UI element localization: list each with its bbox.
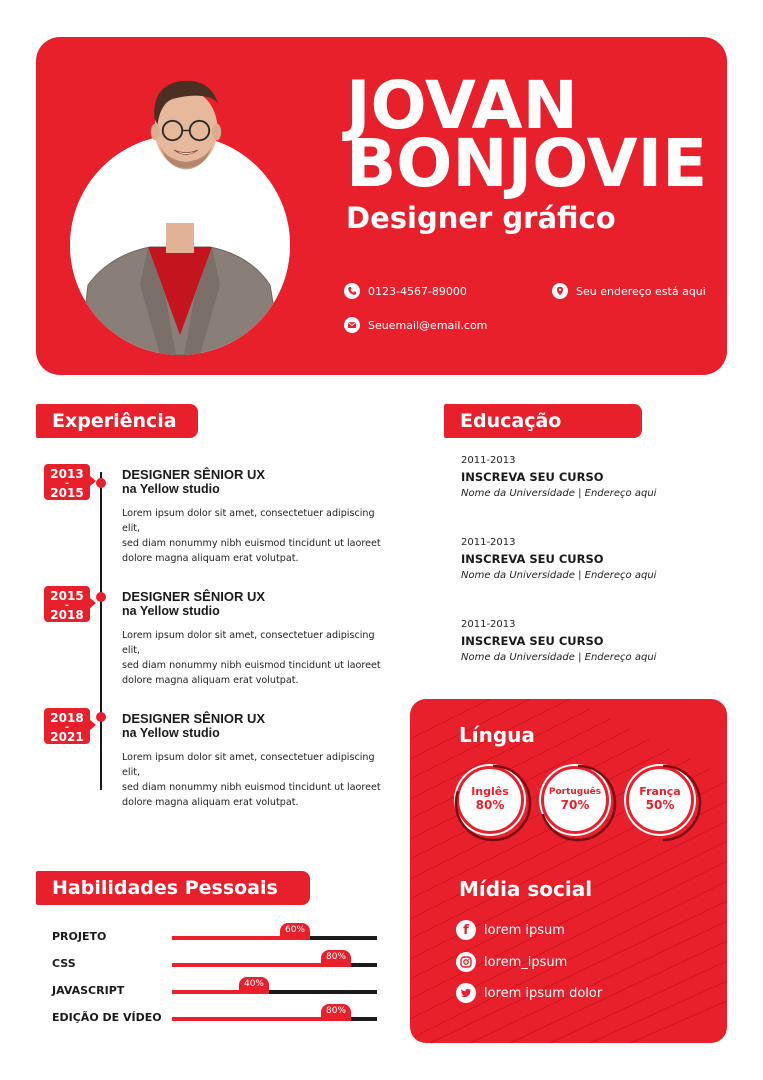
language-percent: 80% [475, 798, 505, 812]
social-label: lorem_ipsum [484, 954, 568, 970]
facebook-icon: f [456, 920, 476, 940]
social-heading: Mídia social [459, 877, 593, 901]
phone-contact[interactable] [344, 283, 467, 299]
language-name: Inglês [471, 785, 509, 798]
education-title: INSCREVA SEU CURSO [461, 470, 604, 484]
skill-percent: 80% [321, 950, 351, 967]
first-name: JOVAN [346, 67, 578, 144]
year-end: 2021 [50, 730, 84, 744]
experience-company: na Yellow studio [122, 604, 220, 618]
language-ring [539, 764, 617, 842]
education-item-2 [461, 537, 721, 581]
language-percent: 70% [560, 798, 590, 812]
experience-title: DESIGNER SÊNIOR UX [122, 467, 266, 482]
twitter-icon [456, 983, 476, 1003]
phone-text: 0123-4567-89000 [368, 284, 467, 298]
experience-description: Lorem ipsum dolor sit amet, consectetuer adipiscing elit, sed diam nonummy nibh euismod tincidunt ut laoreet dolore magna aliquam erat volutpat. [122, 752, 381, 808]
header-banner [36, 37, 727, 375]
language-name: França [639, 785, 681, 798]
experience-title: DESIGNER SÊNIOR UX [122, 711, 266, 726]
education-years: 2011-2013 [461, 455, 516, 466]
skill-label: JAVASCRIPT [52, 984, 125, 997]
timeline-dot [96, 592, 106, 602]
education-subtitle: Nome da Universidade | Endereço aqui [461, 652, 657, 663]
social-label: lorem ipsum [484, 922, 565, 938]
education-subtitle: Nome da Universidade | Endereço aqui [461, 570, 657, 581]
language-ring [454, 764, 532, 842]
experience-3-years: 2018 - 2021 [44, 708, 90, 744]
timeline-dot [96, 712, 106, 722]
education-years: 2011-2013 [461, 619, 516, 630]
skill-fill [172, 936, 295, 940]
skill-fill [172, 963, 336, 967]
skill-label: CSS [52, 957, 76, 970]
experience-item-1 [122, 467, 382, 566]
address-text: Seu endereço está aqui [576, 284, 706, 298]
social-twitter[interactable] [456, 983, 602, 1003]
profile-head [70, 57, 290, 177]
skill-percent: 60% [280, 923, 310, 940]
education-heading: Educação [444, 404, 642, 438]
email-text: Seuemail@email.com [368, 318, 488, 332]
skill-percent: 40% [239, 977, 269, 994]
social-instagram[interactable] [456, 952, 567, 972]
address-contact[interactable] [552, 283, 706, 299]
social-facebook[interactable] [456, 920, 565, 940]
skill-label: PROJETO [52, 930, 107, 943]
timeline-dot [96, 478, 106, 488]
experience-item-3 [122, 711, 382, 810]
education-item-3 [461, 619, 721, 663]
year-start: 2015 [50, 589, 84, 603]
experience-company: na Yellow studio [122, 482, 220, 496]
experience-company: na Yellow studio [122, 726, 220, 740]
candidate-name [346, 67, 708, 202]
last-name: BONJOVIE [346, 125, 708, 202]
location-pin-icon [552, 283, 568, 299]
experience-title: DESIGNER SÊNIOR UX [122, 589, 266, 604]
education-title: INSCREVA SEU CURSO [461, 552, 604, 566]
experience-description: Lorem ipsum dolor sit amet, consectetuer adipiscing elit, sed diam nonummy nibh euismod tincidunt ut laoreet dolore magna aliquam erat volutpat. [122, 630, 381, 686]
year-end: 2018 [50, 608, 84, 622]
language-percent: 50% [645, 798, 675, 812]
skill-bar-projeto [172, 925, 377, 940]
experience-1-years: 2013 - 2015 [44, 464, 90, 500]
skill-fill [172, 1017, 336, 1021]
skill-bar-video-editing [172, 1006, 377, 1021]
language-french [626, 766, 694, 834]
year-start: 2018 [50, 711, 84, 725]
job-title: Designer gráfico [346, 201, 616, 235]
skill-label: EDIÇÃO DE VÍDEO [52, 1011, 162, 1024]
skills-heading: Habilidades Pessoais [36, 871, 310, 905]
education-years: 2011-2013 [461, 537, 516, 548]
skill-percent: 80% [321, 1004, 351, 1021]
email-icon [344, 317, 360, 333]
language-name: Português [548, 787, 602, 797]
social-label: lorem ipsum dolor [484, 985, 603, 1001]
skill-bar-javascript [172, 979, 377, 994]
experience-heading: Experiência [36, 404, 198, 438]
email-contact[interactable] [344, 317, 487, 333]
language-english [456, 766, 524, 834]
timeline-line [100, 472, 102, 790]
experience-item-2 [122, 589, 382, 688]
language-ring [624, 764, 702, 842]
language-portuguese [541, 766, 609, 834]
experience-description: Lorem ipsum dolor sit amet, consectetuer adipiscing elit, sed diam nonummy nibh euismod tincidunt ut laoreet dolore magna aliquam erat volutpat. [122, 508, 381, 564]
education-subtitle: Nome da Universidade | Endereço aqui [461, 488, 657, 499]
instagram-icon [456, 952, 476, 972]
year-end: 2015 [50, 486, 84, 500]
phone-icon [344, 283, 360, 299]
experience-2-years: 2015 - 2018 [44, 586, 90, 622]
education-item-1 [461, 455, 721, 499]
education-title: INSCREVA SEU CURSO [461, 634, 604, 648]
skill-bar-css [172, 952, 377, 967]
year-start: 2013 [50, 467, 84, 481]
languages-heading: Língua [459, 723, 535, 747]
